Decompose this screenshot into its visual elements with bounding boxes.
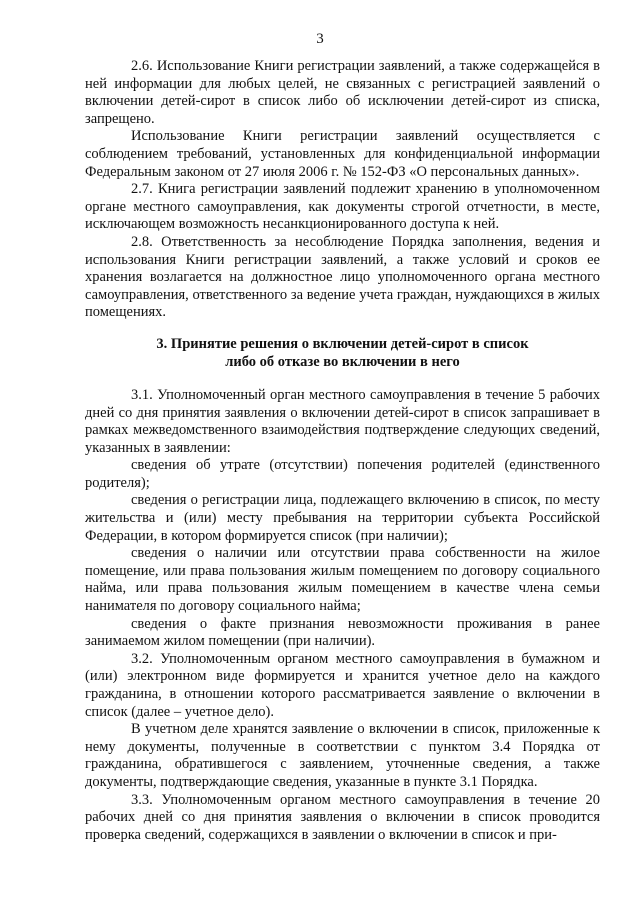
document-body bbox=[85, 58, 600, 844]
section-heading-line-1: 3. Принятие решения о включении детей-сирот в список bbox=[156, 335, 529, 352]
section-heading-line-2: либо об отказе во включении в него bbox=[225, 353, 460, 370]
paragraph-3-2: 3.2. Уполномоченным органом местного самоуправления в бумажном и (или) электронном виде формируется и хранится учетное дело на каждого гражданина, в отношении которого рассматривается заявление о включении в список (далее – учетное дело). bbox=[85, 650, 600, 720]
list-item-impossibility: сведения о факте признания невозможности проживания в ранее занимаемом жилом помещении (при наличии). bbox=[85, 615, 600, 650]
paragraph-3-3: 3.3. Уполномоченным органом местного самоуправления в течение 20 рабочих дней со дня принятия заявления о включении в список проводится проверка сведений, содержащихся в заявлении о включении в список и при- bbox=[85, 791, 600, 843]
paragraph-2-6-usage: Использование Книги регистрации заявлений осуществляется с соблюдением требований, установленных для конфиденциальной информации Федеральным законом от 27 июля 2006 г. № 152-ФЗ «О персональных данных». bbox=[85, 128, 600, 180]
paragraph-2-7: 2.7. Книга регистрации заявлений подлежит хранению в уполномоченном органе местного самоуправления, как документы строгой отчетности, в месте, исключающем возможность несанкционированного доступа к ней. bbox=[85, 181, 600, 233]
list-item-registration: сведения о регистрации лица, подлежащего включению в список, по месту жительства и (или) месту пребывания на территории субъекта Российской Федерации, в котором формируется список (при наличии); bbox=[85, 492, 600, 544]
paragraph-2-8: 2.8. Ответственность за несоблюдение Порядка заполнения, ведения и использования Книги регистрации заявлений, а также условий и сроков ее хранения возлагается на должностное лицо уполномоченного органа местного самоуправления, ответственного за ведение учета граждан, нуждающихся в жилых помещениях. bbox=[85, 233, 600, 321]
paragraph-3-2-file-contents: В учетном деле хранятся заявление о включении в список, приложенные к нему документы, полученные в соответствии с пунктом 3.4 Порядка от гражданина, обратившегося с заявлением, уточненные сведения, а также документы, подтверждающие сведения, указанные в пункте 3.1 Порядка. bbox=[85, 721, 600, 790]
section-3-heading bbox=[85, 335, 600, 371]
list-item-parental-care: сведения об утрате (отсутствии) попечения родителей (единственного родителя); bbox=[85, 457, 600, 491]
paragraph-3-1: 3.1. Уполномоченный орган местного самоуправления в течение 5 рабочих дней со дня принятия заявления о включении детей-сирот в список запрашивает в рамках межведомственного взаимодействия подтверждение следующих сведений, указанных в заявлении: bbox=[85, 386, 600, 456]
paragraph-2-6: 2.6. Использование Книги регистрации заявлений, а также содержащейся в ней информации для любых целей, не связанных с регистрацией заявлений о включении детей-сирот в список либо об исключении детей-сирот из списка, запрещено. bbox=[85, 58, 600, 127]
page-number: 3 bbox=[316, 31, 324, 47]
list-item-ownership: сведения о наличии или отсутствии права собственности на жилое помещение, или права пользования жилым помещением по договору социального найма, или права пользования жилым помещением в качестве члена семьи нанимателя по договору социального найма; bbox=[85, 545, 600, 615]
